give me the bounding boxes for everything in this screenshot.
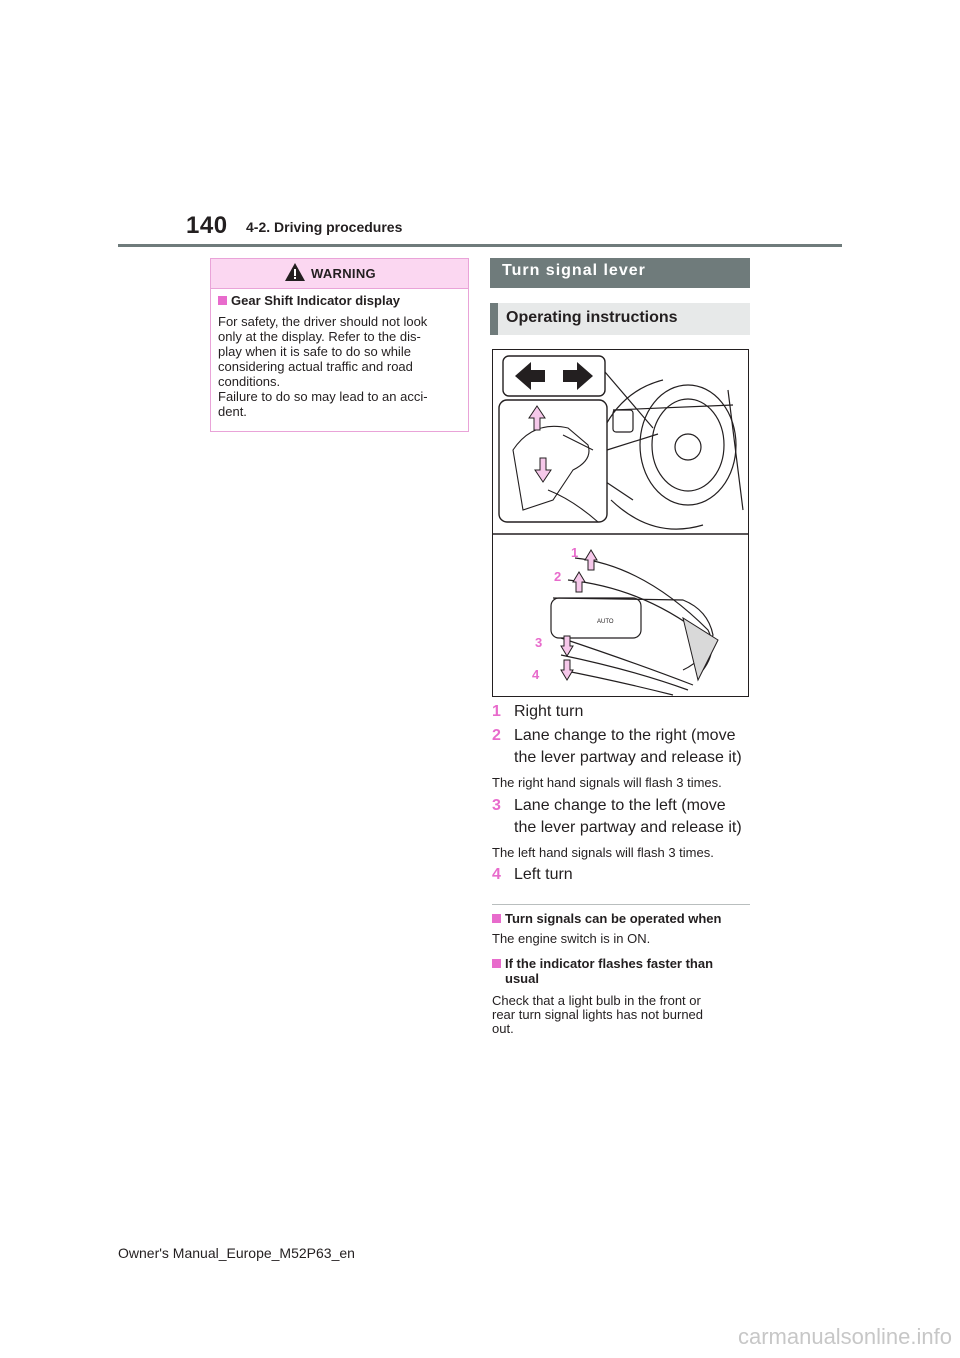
subsection-heading: Operating instructions bbox=[490, 303, 750, 335]
step-4: 4 Left turn bbox=[492, 866, 573, 883]
callout-2: 2 bbox=[554, 569, 562, 584]
warning-header bbox=[211, 259, 468, 289]
callout-3: 3 bbox=[535, 635, 543, 650]
step-1: 1 Right turn bbox=[492, 703, 584, 720]
divider bbox=[492, 904, 750, 905]
bullet-square-icon bbox=[492, 959, 501, 968]
warning-body: For safety, the driver should not look only at the display. Refer to the dis- play when it is safe to do so while considering actual traffic and road conditions. Failure to do so may lead to an acci- dent. bbox=[218, 314, 428, 419]
step-2: 2 Lane change to the right (move the lever partway and release it) bbox=[492, 727, 742, 766]
info-heading-2: If the indicator flashes faster than usual bbox=[492, 956, 750, 986]
step-3: 3 Lane change to the left (move the lever partway and release it) bbox=[492, 797, 742, 836]
info-text-2: Check that a light bulb in the front or rear turn signal lights has not burned out. bbox=[492, 993, 704, 1036]
page-number: 140 bbox=[186, 212, 228, 239]
note-left: The left hand signals will flash 3 times. bbox=[492, 845, 714, 860]
warning-box bbox=[210, 258, 469, 432]
arrow-4-icon bbox=[561, 660, 573, 680]
section-label: 4-2. Driving procedures bbox=[246, 219, 403, 235]
bullet-square-icon bbox=[492, 914, 501, 923]
callout-1: 1 bbox=[571, 545, 579, 560]
turn-signal-illustration bbox=[493, 350, 748, 696]
arrow-2-icon bbox=[573, 572, 585, 592]
turn-signal-figure bbox=[492, 349, 749, 697]
note-right: The right hand signals will flash 3 times. bbox=[492, 775, 722, 790]
warning-subtitle: Gear Shift Indicator display bbox=[218, 293, 400, 308]
watermark: carmanualsonline.info bbox=[737, 1324, 952, 1349]
bullet-square-icon bbox=[218, 296, 227, 305]
warning-icon bbox=[284, 262, 306, 282]
header-rule bbox=[118, 244, 842, 247]
warning-title: WARNING bbox=[311, 266, 376, 281]
lever-auto-label: AUTO bbox=[597, 619, 614, 625]
info-heading-1: Turn signals can be operated when bbox=[492, 911, 750, 926]
section-heading: Turn signal lever bbox=[490, 258, 750, 288]
footer-doc-id: Owner's Manual_Europe_M52P63_en bbox=[118, 1245, 355, 1261]
callout-4: 4 bbox=[532, 667, 540, 682]
arrow-1-icon bbox=[585, 550, 597, 570]
info-text-1: The engine switch is in ON. bbox=[492, 931, 651, 946]
